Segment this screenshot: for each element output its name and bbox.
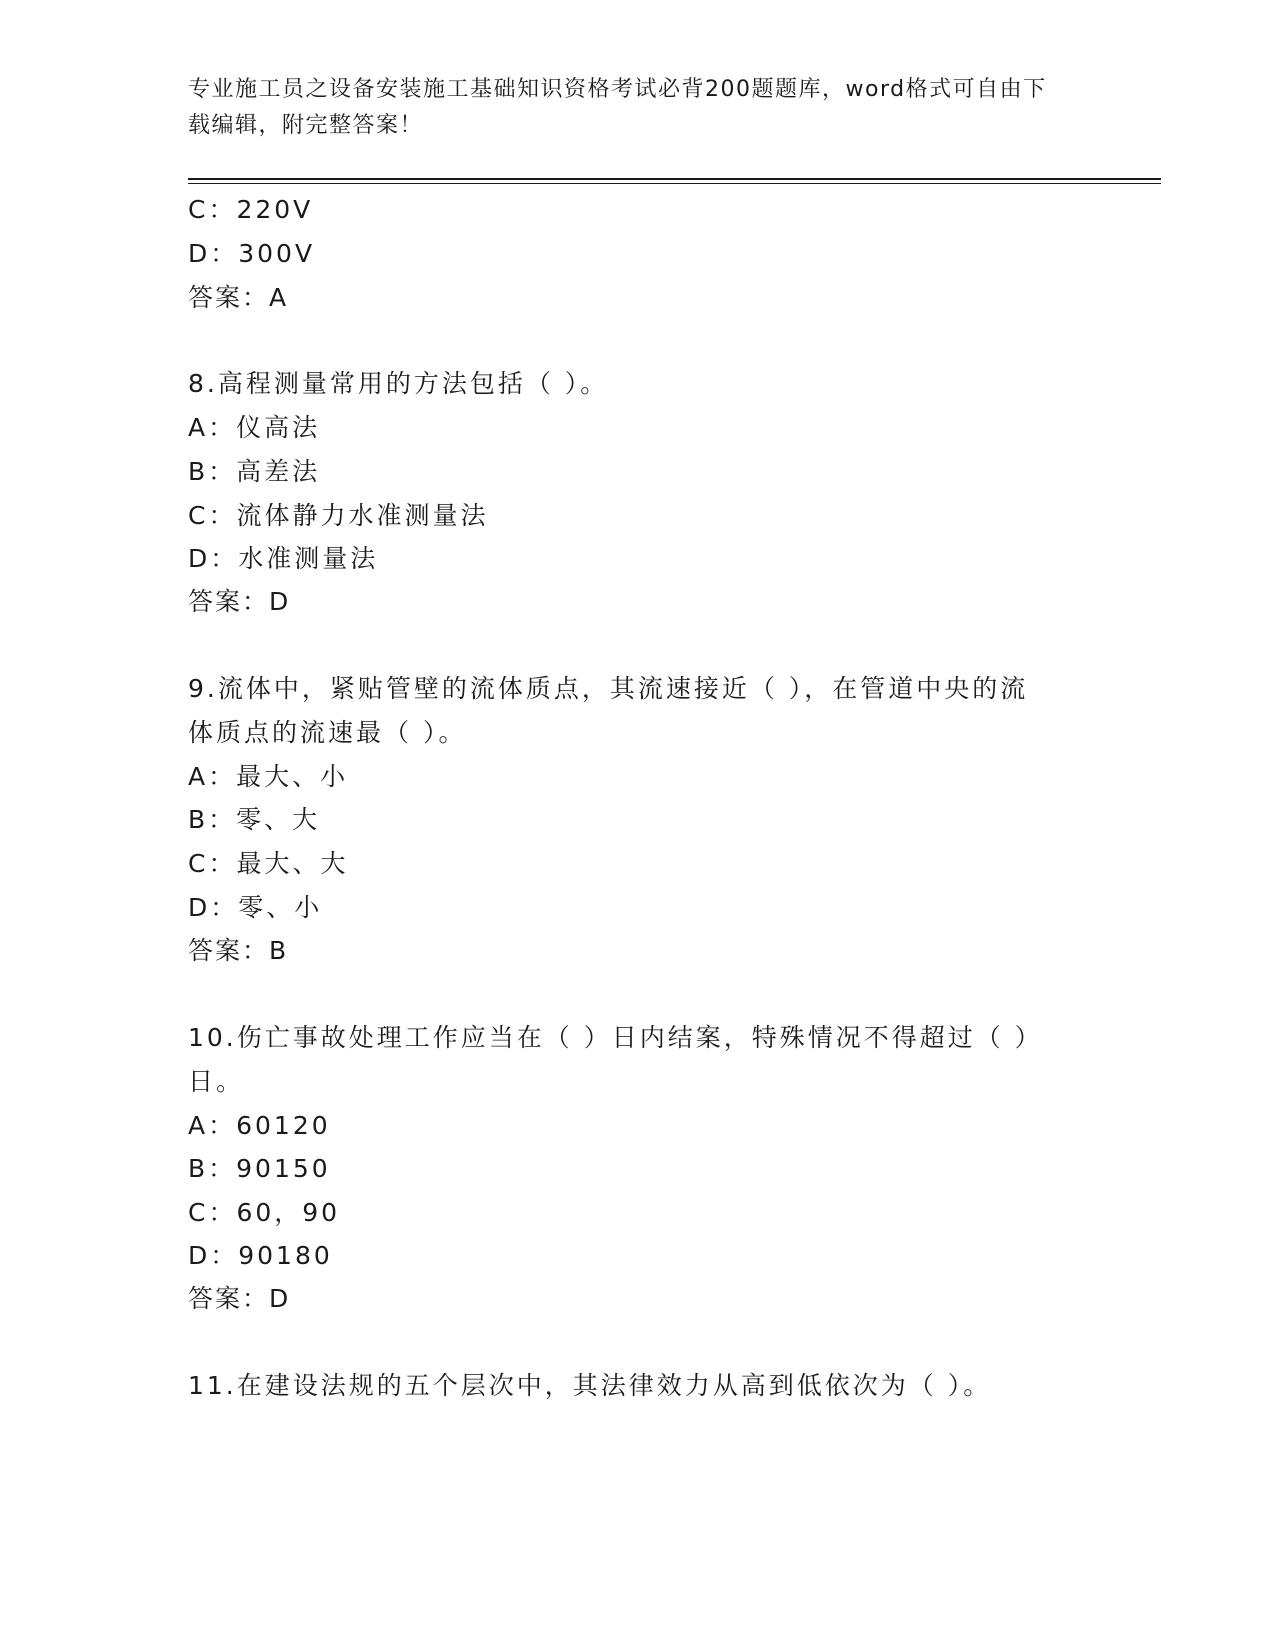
answer-label: 答案：D	[188, 1284, 291, 1313]
question-title-continued: 日。	[188, 1067, 245, 1096]
option-d: D：零、小	[188, 893, 323, 922]
question-title: 11.在建设法规的五个层次中，其法律效力从高到低依次为（ ）。	[188, 1371, 992, 1400]
option-d: D：300V	[188, 239, 316, 268]
answer-label: 答案：D	[188, 587, 291, 616]
option-c: C：最大、大	[188, 849, 349, 878]
page-header: 专业施工员之设备安装施工基础知识资格考试必背200题题库，word格式可自由下载编辑，附完整答案！	[188, 77, 1047, 138]
question-title-continued: 体质点的流速最（ ）。	[188, 718, 467, 747]
question-title: 8.高程测量常用的方法包括（ ）。	[188, 369, 609, 398]
option-b: B：零、大	[188, 805, 321, 834]
option-c: C：60，90	[188, 1198, 341, 1227]
option-c: C：流体静力水准测量法	[188, 501, 489, 530]
option-d: D：90180	[188, 1241, 333, 1270]
option-a: A：仪高法	[188, 413, 321, 442]
answer-label: 答案：B	[188, 936, 289, 965]
option-c: C：220V	[188, 195, 314, 224]
header-divider-thin	[188, 183, 1161, 184]
option-d: D：水准测量法	[188, 544, 379, 573]
answer-label: 答案：A	[188, 283, 289, 312]
option-b: B：高差法	[188, 457, 321, 486]
option-b: B：90150	[188, 1154, 331, 1183]
option-a: A：60120	[188, 1111, 331, 1140]
header-divider	[188, 178, 1161, 180]
question-title: 10.伤亡事故处理工作应当在（ ）日内结案，特殊情况不得超过（ ）	[188, 1023, 1043, 1052]
question-title: 9.流体中，紧贴管壁的流体质点，其流速接近（ ），在管道中央的流	[188, 674, 1029, 703]
option-a: A：最大、小	[188, 762, 349, 791]
